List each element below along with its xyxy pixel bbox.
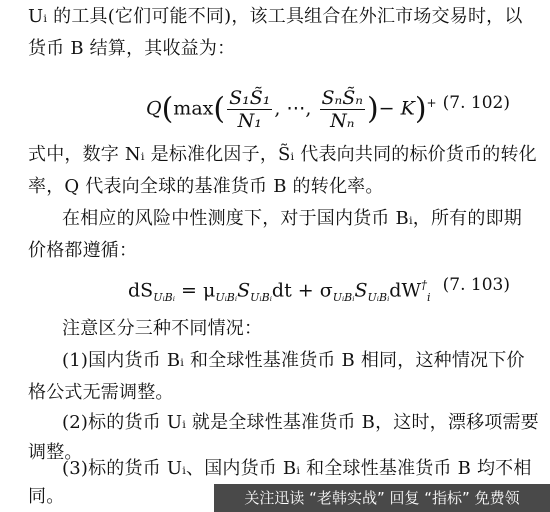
- eq103-sigma-sub: UᵢBᵢ: [332, 291, 355, 305]
- case1-line2: 格公式无需调整。: [28, 382, 174, 403]
- eq103-s2: S: [354, 279, 368, 302]
- eq102-close-paren-inner: ): [366, 91, 379, 127]
- equation-7-103: [0, 260, 550, 310]
- case2-line1: (2)标的货币 Uᵢ 就是全球性基准货币 B，这时，漂移项需要: [62, 412, 539, 433]
- eq102-plus: +: [426, 96, 437, 110]
- eq103-dw-sub: i: [427, 291, 431, 305]
- equation-7-102-number: (7. 102): [442, 93, 510, 113]
- equation-7-103-number: (7. 103): [442, 275, 510, 295]
- eq102-frac1: [227, 87, 272, 132]
- eq103-s2-sub: UᵢBᵢ: [367, 291, 390, 305]
- eq102-close-paren: ): [414, 91, 427, 127]
- eq102-fracn: [320, 87, 365, 132]
- paragraph2-line1: 式中，数字 Nᵢ 是标准化因子，S̃ᵢ 代表向共同的标价货币的转化: [28, 144, 537, 165]
- eq102-frac1-den: N₁: [237, 109, 262, 132]
- eq102-open-paren: (: [161, 91, 174, 127]
- eq103-lhs-sub: UᵢBᵢ: [153, 291, 175, 305]
- eq102-dots: , ⋯,: [274, 97, 318, 120]
- eq102-max: max: [173, 97, 214, 120]
- paragraph4-line1: 注意区分三种不同情况：: [62, 318, 263, 339]
- paragraph2-line2: 率，Q 代表向全球的基准货币 B 的转化率。: [28, 176, 384, 197]
- equation-7-102-body: [146, 78, 437, 134]
- case2-line2: 调整。: [28, 442, 83, 463]
- case3-line2: 同。: [28, 486, 65, 507]
- case3-line1: (3)标的货币 Uᵢ、国内货币 Bᵢ 和全球性基准货币 B 均不相: [62, 458, 532, 479]
- eq103-s1-sub: UᵢBᵢ: [250, 291, 272, 305]
- eq103-s1: S: [237, 279, 251, 302]
- case1-line1: (1)国内货币 Bᵢ 和全球性基准货币 B 相同，这种情况下价: [62, 350, 525, 371]
- paragraph1-line2: 货币 B 结算，其收益为：: [28, 38, 236, 59]
- equation-7-102: [0, 78, 550, 132]
- eq103-dw: dW: [389, 279, 421, 302]
- eq102-fracn-den: Nₙ: [330, 109, 355, 132]
- eq102-open-paren-inner: (: [213, 91, 226, 127]
- paragraph1-line1: Uᵢ 的工具(它们可能不同)，该工具组合在外汇市场交易时，以: [28, 6, 523, 27]
- eq103-mu-sub: UᵢBᵢ: [215, 291, 238, 305]
- eq102-fracn-num: SₙS̃ₙ: [321, 86, 363, 109]
- equation-7-103-body: [128, 260, 431, 323]
- eq103-dt: dt + σ: [271, 279, 333, 302]
- eq102-frac1-num: S₁S̃₁: [229, 86, 271, 109]
- eq102-lead: Q: [146, 97, 162, 120]
- eq103-dw-sup: †: [421, 278, 427, 292]
- eq103-eq: = μ: [174, 279, 216, 302]
- paragraph3-line2: 价格都遵循：: [28, 240, 138, 261]
- watermark-banner: 关注迅读 “老韩实战” 回复 “指标” 免费领: [214, 484, 550, 512]
- eq102-tail: − K: [378, 97, 415, 120]
- eq103-lhs: dS: [128, 279, 154, 302]
- paragraph3-line1: 在相应的风险中性测度下，对于国内货币 Bᵢ，所有的即期: [62, 208, 522, 229]
